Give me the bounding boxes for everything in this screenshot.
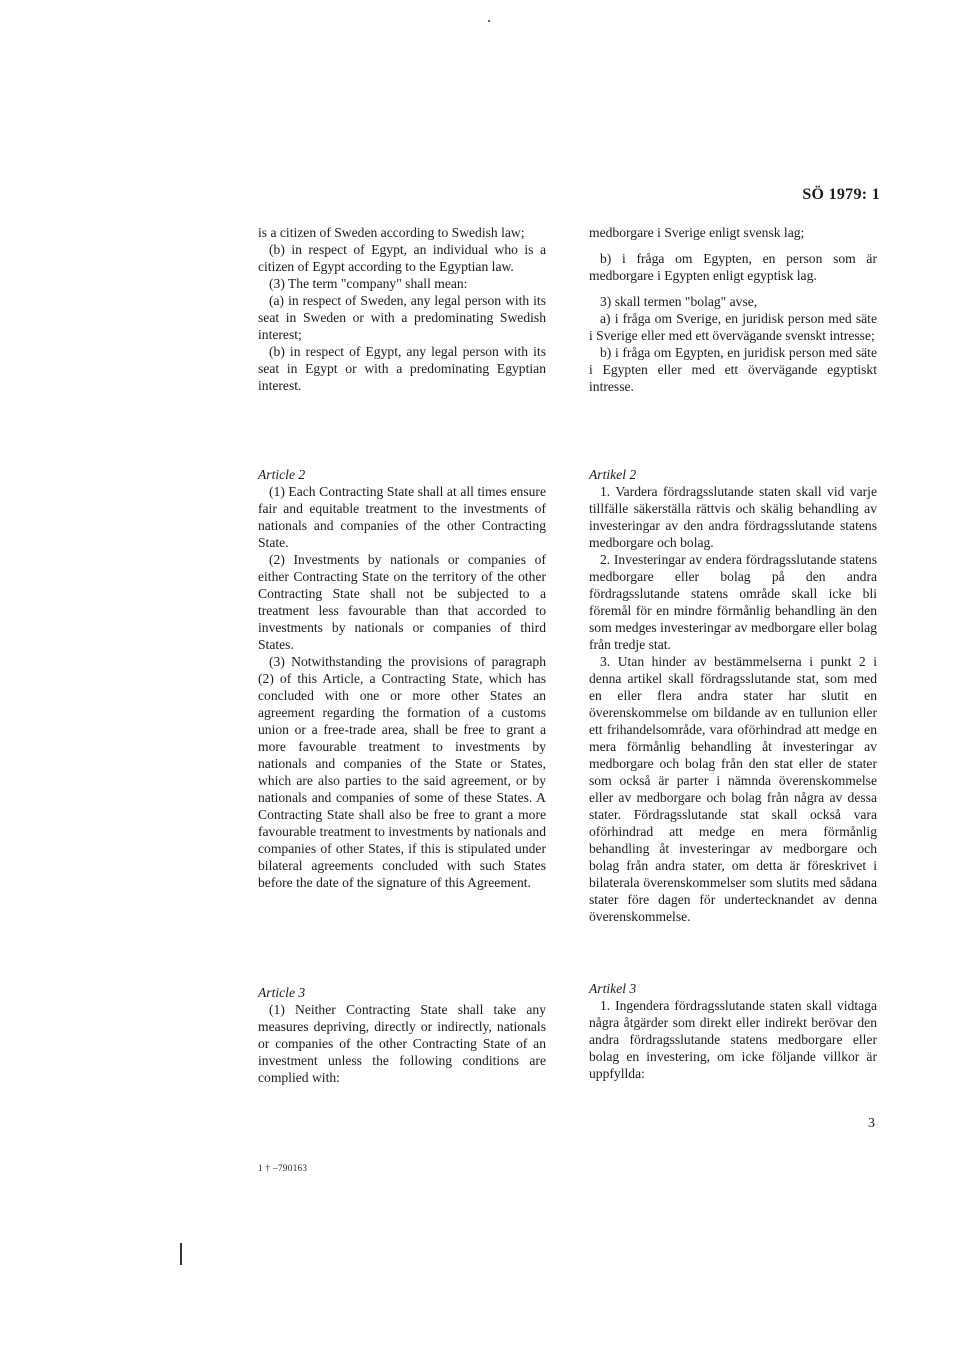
- article2-english: [258, 466, 546, 891]
- article-heading: Article 3: [258, 985, 306, 1000]
- article-heading: Artikel 2: [589, 467, 637, 482]
- paragraph: 3. Utan hinder av bestämmelserna i punkt 2 i denna artikel skall fördragsslutande stat, som med en eller flera andra stater har slutit en överenskommelse om bildande av en tullunion eller ett frihandelsområde, vara oförhindrad att medge en mera förmånlig behandling åt investeringar av medborgare och bolag från den stat eller de stater som också är parter i nämnda överenskommelse eller av medborgare och bolag från några av dessa stater. Fördragsslutande stat skall också vara oförhindrad att medge en mera förmånlig behandling åt investeringar av medborgare och bolag från andra stater, om detta är föreskrivet i bilaterala överenskommelser som slutits med sådana stater före dagen för undertecknandet av denna överenskommelse.: [589, 654, 877, 924]
- paragraph: (1) Each Contracting State shall at all times ensure fair and equitable treatment to the investments of nationals and companies of the other Contracting State.: [258, 484, 546, 550]
- paragraph: 3) skall termen "bolag" avse,: [600, 294, 758, 309]
- print-code: 1 † –790163: [258, 1163, 308, 1173]
- paragraph: medborgare i Sverige enligt svensk lag;: [589, 225, 805, 240]
- paragraph: is a citizen of Sweden according to Swedish law;: [258, 225, 525, 240]
- article3-english: [258, 984, 546, 1086]
- paragraph: (b) in respect of Egypt, any legal person with its seat in Egypt or with a predominating Egyptian interest.: [258, 344, 546, 393]
- paragraph: b) i fråga om Egypten, en person som är medborgare i Egypten enligt egyptisk lag.: [589, 251, 877, 283]
- article-heading: Article 2: [258, 467, 306, 482]
- article3-swedish: [589, 980, 877, 1082]
- paragraph: (3) The term "company" shall mean:: [269, 276, 468, 291]
- scan-mark: [180, 1243, 182, 1265]
- paragraph: (3) Notwithstanding the provisions of paragraph (2) of this Article, a Contracting State, which has concluded with one or more other States an agreement regarding the formation of a customs union or a free-trade area, shall be free to grant a more favourable treatment to investments by nationals and companies of the State or States, which are also parties to the said agreement, or by nationals and companies of some of these States. A Contracting State shall also be free to grant a more favourable treatment to investments by nationals and companies of other States, if this is stipulated under bilateral agreements concluded with such States before the date of the signature of this Agreement.: [258, 654, 546, 890]
- top-left-column: [258, 224, 546, 394]
- paragraph: 1. Vardera fördragsslutande staten skall vid varje tillfälle säkerställa rättvis och skälig behandling av investeringar av den andra fördragsslutande statens medborgare och bolag.: [589, 484, 877, 550]
- top-right-column: [589, 224, 877, 395]
- paragraph: (1) Neither Contracting State shall take any measures depriving, directly or indirectly, nationals or companies of the other Contracting State of an investment unless the following conditions are complied with:: [258, 1002, 546, 1085]
- paragraph: (a) in respect of Sweden, any legal person with its seat in Sweden or with a predominating Swedish interest;: [258, 293, 546, 342]
- page-header: SÖ 1979: 1: [802, 186, 880, 203]
- scan-speck: [488, 20, 490, 22]
- paragraph: 1. Ingendera fördragsslutande staten skall vidtaga några åtgärder som direkt eller indirekt berövar den andra fördragsslutande statens medborgare eller bolag en investering, om icke följande villkor är uppfyllda:: [589, 998, 877, 1081]
- paragraph: (2) Investments by nationals or companies of either Contracting State on the territory of the other Contracting State shall not be subjected to a treatment less favourable than that accorded to investments by nationals or companies of third States.: [258, 552, 546, 652]
- page-number: 3: [868, 1116, 875, 1131]
- article-heading: Artikel 3: [589, 981, 637, 996]
- paragraph: 2. Investeringar av endera fördragsslutande statens medborgare eller bolag på den andra fördragsslutande statens område skall icke bli föremål för en mindre förmånlig behandling än den som medges investeringar av medborgare eller bolag från tredje stat.: [589, 552, 877, 652]
- paragraph: (b) in respect of Egypt, an individual who is a citizen of Egypt according to the Egyptian law.: [258, 242, 546, 274]
- paragraph: a) i fråga om Sverige, en juridisk person med säte i Sverige eller med ett övervägande svenskt intresse;: [589, 311, 877, 343]
- paragraph: b) i fråga om Egypten, en juridisk person med säte i Egypten eller med ett övervägande egyptiskt intresse.: [589, 345, 877, 394]
- article2-swedish: [589, 466, 877, 925]
